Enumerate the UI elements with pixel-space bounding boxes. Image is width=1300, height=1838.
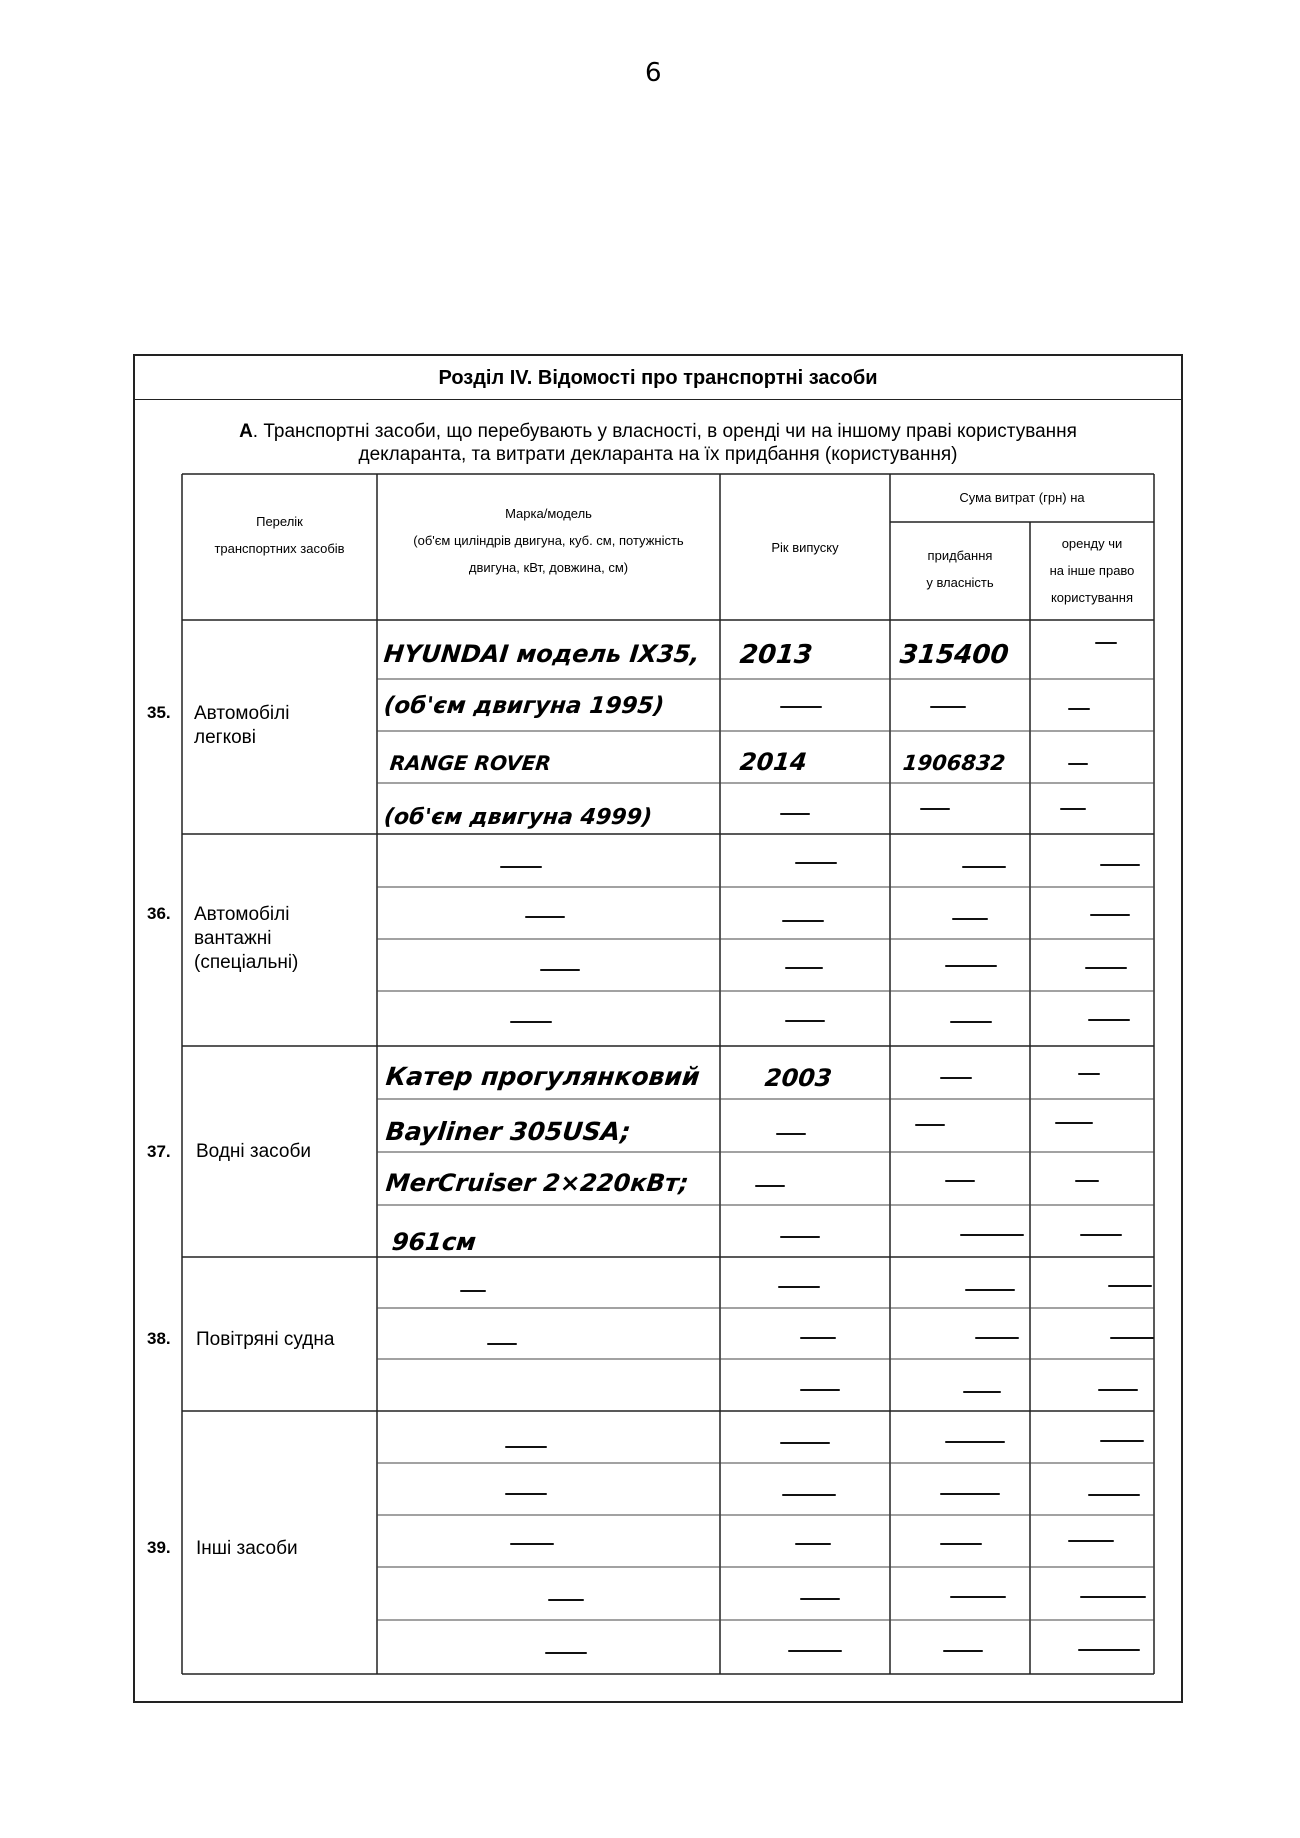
dash-mark <box>782 1494 836 1496</box>
dash-mark <box>1078 1073 1100 1075</box>
dash-mark <box>960 1234 1024 1236</box>
dash-mark <box>1100 864 1140 866</box>
dash-mark <box>1100 1440 1144 1442</box>
header-model-line3: двигуна, кВт, довжина, см) <box>468 560 629 575</box>
dash-mark <box>800 1389 840 1391</box>
row-category-39-line1: Інші засоби <box>196 1538 298 1559</box>
dash-mark <box>755 1185 785 1187</box>
row-category-38-line1: Повітряні судна <box>196 1329 335 1350</box>
row-category-36-line2: вантажні <box>194 928 272 949</box>
boat-line1: Катер прогулянковий <box>384 1062 702 1091</box>
dash-mark <box>525 916 565 918</box>
boat-line3: MerCruiser 2×220кВт; <box>384 1169 690 1197</box>
dash-mark <box>1088 1019 1130 1021</box>
dash-mark <box>780 813 810 815</box>
dash-mark <box>1098 1389 1138 1391</box>
car1-engine: (об'єм двигуна 1995) <box>382 693 666 719</box>
dash-mark <box>930 706 966 708</box>
dash-mark <box>510 1021 552 1023</box>
dash-mark <box>1060 808 1086 810</box>
car2-year: 2014 <box>738 748 809 776</box>
row-number-38: 38. <box>147 1329 171 1348</box>
header-purchase-line2: у власність <box>926 575 994 590</box>
car1-purchase: 315400 <box>898 640 1011 670</box>
dash-mark <box>962 866 1006 868</box>
row-number-39: 39. <box>147 1538 171 1557</box>
car2-purchase: 1906832 <box>901 751 1007 775</box>
row-number-35-text: 35 <box>147 703 166 722</box>
dash-mark <box>785 1020 825 1022</box>
header-list <box>182 508 377 562</box>
dash-mark <box>460 1290 486 1292</box>
dash-mark <box>940 1493 1000 1495</box>
dash-mark <box>1068 1540 1114 1542</box>
dash-mark <box>940 1543 982 1545</box>
row-number-36: 36. <box>147 904 171 923</box>
dash-mark <box>776 1133 806 1135</box>
dash-mark <box>952 918 988 920</box>
dash-mark <box>1078 1649 1140 1651</box>
dash-mark <box>785 967 823 969</box>
row-category-35-line1: Автомобілі <box>194 703 290 724</box>
dash-mark <box>1080 1596 1146 1598</box>
dash-mark <box>1108 1285 1152 1287</box>
dash-mark <box>540 969 580 971</box>
dash-mark <box>950 1021 992 1023</box>
row-category-36-line1: Автомобілі <box>194 904 290 925</box>
dash-mark <box>545 1652 587 1654</box>
row-category-39 <box>196 1537 298 1561</box>
row-category-37-line1: Водні засоби <box>196 1141 311 1162</box>
car2-engine: (об'єм двигуна 4999) <box>382 805 654 830</box>
dash-mark <box>795 1543 831 1545</box>
dash-mark <box>788 1650 842 1652</box>
row-number-38-text: 38 <box>147 1329 166 1348</box>
dash-mark <box>920 808 950 810</box>
header-rent-line1: оренду чи <box>1061 536 1123 551</box>
header-list-line2: транспортних засобів <box>214 541 345 556</box>
header-model-line2: (об'єм циліндрів двигуна, куб. см, потужність <box>413 533 684 548</box>
dash-mark <box>1085 967 1127 969</box>
header-rent-line2: на інше право <box>1049 563 1135 578</box>
header-rent-line3: користування <box>1050 590 1134 605</box>
subtitle-letter: А <box>239 421 253 442</box>
row-category-37 <box>196 1140 311 1164</box>
dash-mark <box>965 1289 1015 1291</box>
dash-mark <box>1088 1494 1140 1496</box>
car2-model: RANGE ROVER <box>388 751 553 775</box>
dash-mark <box>780 706 822 708</box>
boat-line4: 961см <box>390 1228 478 1256</box>
boat-line2: Bayliner 305USA; <box>384 1117 633 1146</box>
dash-mark <box>795 862 837 864</box>
subtitle-line2: декларанта, та витрати декларанта на їх придбання (користування) <box>358 444 958 465</box>
dash-mark <box>778 1286 820 1288</box>
subtitle-line1: . Транспортні засоби, що перебувають у власності, в оренді чи на іншому праві користування <box>252 421 1077 442</box>
header-list-line1: Перелік <box>256 514 303 529</box>
row-number-35: 35. <box>147 703 171 722</box>
dash-mark <box>1075 1180 1099 1182</box>
row-category-38 <box>196 1328 334 1352</box>
boat-year: 2003 <box>763 1064 834 1092</box>
dash-mark <box>943 1650 983 1652</box>
dash-mark <box>500 866 542 868</box>
car1-model: HYUNDAI модель IX35, <box>382 640 702 668</box>
dash-mark <box>950 1596 1006 1598</box>
header-year: Рік випуску <box>771 540 839 555</box>
row-category-36 <box>194 903 298 975</box>
row-category-35-line2: легкові <box>194 727 256 748</box>
dash-mark <box>940 1077 972 1079</box>
dash-mark <box>1068 763 1088 765</box>
header-rent <box>1030 530 1154 611</box>
dash-mark <box>975 1337 1019 1339</box>
row-category-35 <box>194 702 289 750</box>
row-number-39-text: 39 <box>147 1538 166 1557</box>
page-number: 6 <box>645 58 662 88</box>
car1-year: 2013 <box>738 640 814 670</box>
header-purchase <box>890 542 1030 596</box>
row-number-37: 37. <box>147 1142 171 1161</box>
row-category-36-line3: (спеціальні) <box>194 952 299 973</box>
dash-mark <box>548 1599 584 1601</box>
dash-mark <box>945 1441 1005 1443</box>
dash-mark <box>800 1598 840 1600</box>
section-title: Розділ IV. Відомості про транспортні засоби <box>133 354 1183 400</box>
header-costs: Сума витрат (грн) на <box>959 490 1085 505</box>
dash-mark <box>505 1446 547 1448</box>
dash-mark <box>945 965 997 967</box>
header-model-line1: Марка/модель <box>505 506 592 521</box>
dash-mark <box>1068 708 1090 710</box>
dash-mark <box>1090 914 1130 916</box>
dash-mark <box>780 1236 820 1238</box>
dash-mark <box>1055 1122 1093 1124</box>
header-purchase-line1: придбання <box>927 548 993 563</box>
dash-mark <box>915 1124 945 1126</box>
dash-mark <box>510 1543 554 1545</box>
dash-mark <box>487 1343 517 1345</box>
dash-mark <box>1110 1337 1154 1339</box>
row-number-36-text: 36 <box>147 904 166 923</box>
section-subtitle <box>183 420 1133 466</box>
dash-mark <box>505 1493 547 1495</box>
dash-mark <box>1080 1234 1122 1236</box>
dash-mark <box>945 1180 975 1182</box>
dash-mark <box>963 1391 1001 1393</box>
dash-mark <box>780 1442 830 1444</box>
row-number-37-text: 37 <box>147 1142 166 1161</box>
dash-mark <box>782 920 824 922</box>
dash-mark <box>1095 642 1117 644</box>
dash-mark <box>800 1337 836 1339</box>
header-model <box>377 500 720 581</box>
